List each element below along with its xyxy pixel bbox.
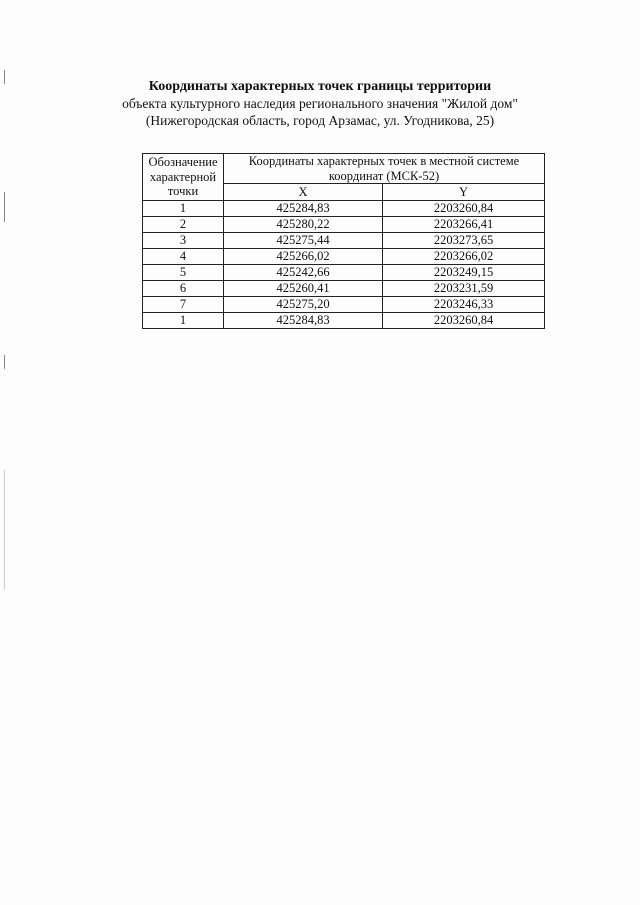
table-row bbox=[143, 265, 545, 281]
table-row bbox=[143, 297, 545, 313]
cell-y: 2203273,65 bbox=[383, 233, 545, 249]
cell-point: 1 bbox=[143, 201, 224, 217]
cell-point: 1 bbox=[143, 313, 224, 329]
cell-x: 425275,44 bbox=[224, 233, 383, 249]
document-heading bbox=[0, 78, 640, 129]
cell-x: 425266,02 bbox=[224, 249, 383, 265]
coordinates-table bbox=[142, 153, 545, 329]
cell-y: 2203266,02 bbox=[383, 249, 545, 265]
document-subtitle: объекта культурного наследия регионального значения "Жилой дом" bbox=[122, 96, 518, 111]
table-row bbox=[143, 249, 545, 265]
cell-y: 2203260,84 bbox=[383, 201, 545, 217]
cell-y: 2203260,84 bbox=[383, 313, 545, 329]
table-row bbox=[143, 281, 545, 297]
document-title: Координаты характерных точек границы территории bbox=[148, 79, 492, 94]
cell-point: 2 bbox=[143, 217, 224, 233]
cell-x: 425242,66 bbox=[224, 265, 383, 281]
header-x: X bbox=[224, 184, 383, 201]
scan-margin-mark bbox=[4, 355, 5, 369]
header-coordinates: Координаты характерных точек в местной системе координат (МСК-52) bbox=[224, 154, 545, 184]
cell-x: 425280,22 bbox=[224, 217, 383, 233]
cell-point: 6 bbox=[143, 281, 224, 297]
table-row bbox=[143, 233, 545, 249]
header-y: Y bbox=[383, 184, 545, 201]
table-row bbox=[143, 313, 545, 329]
document-address: (Нижегородская область, город Арзамас, ул. Угодникова, 25) bbox=[145, 113, 495, 128]
cell-point: 7 bbox=[143, 297, 224, 313]
scan-margin-mark bbox=[4, 470, 5, 590]
cell-y: 2203246,33 bbox=[383, 297, 545, 313]
scan-margin-mark bbox=[4, 192, 5, 222]
table-row bbox=[143, 201, 545, 217]
cell-x: 425284,83 bbox=[224, 313, 383, 329]
cell-y: 2203249,15 bbox=[383, 265, 545, 281]
table-row bbox=[143, 217, 545, 233]
cell-point: 3 bbox=[143, 233, 224, 249]
cell-x: 425284,83 bbox=[224, 201, 383, 217]
cell-x: 425275,20 bbox=[224, 297, 383, 313]
cell-point: 4 bbox=[143, 249, 224, 265]
cell-y: 2203231,59 bbox=[383, 281, 545, 297]
cell-point: 5 bbox=[143, 265, 224, 281]
cell-y: 2203266,41 bbox=[383, 217, 545, 233]
cell-x: 425260,41 bbox=[224, 281, 383, 297]
header-point-designation: Обозначение характерной точки bbox=[143, 154, 224, 201]
